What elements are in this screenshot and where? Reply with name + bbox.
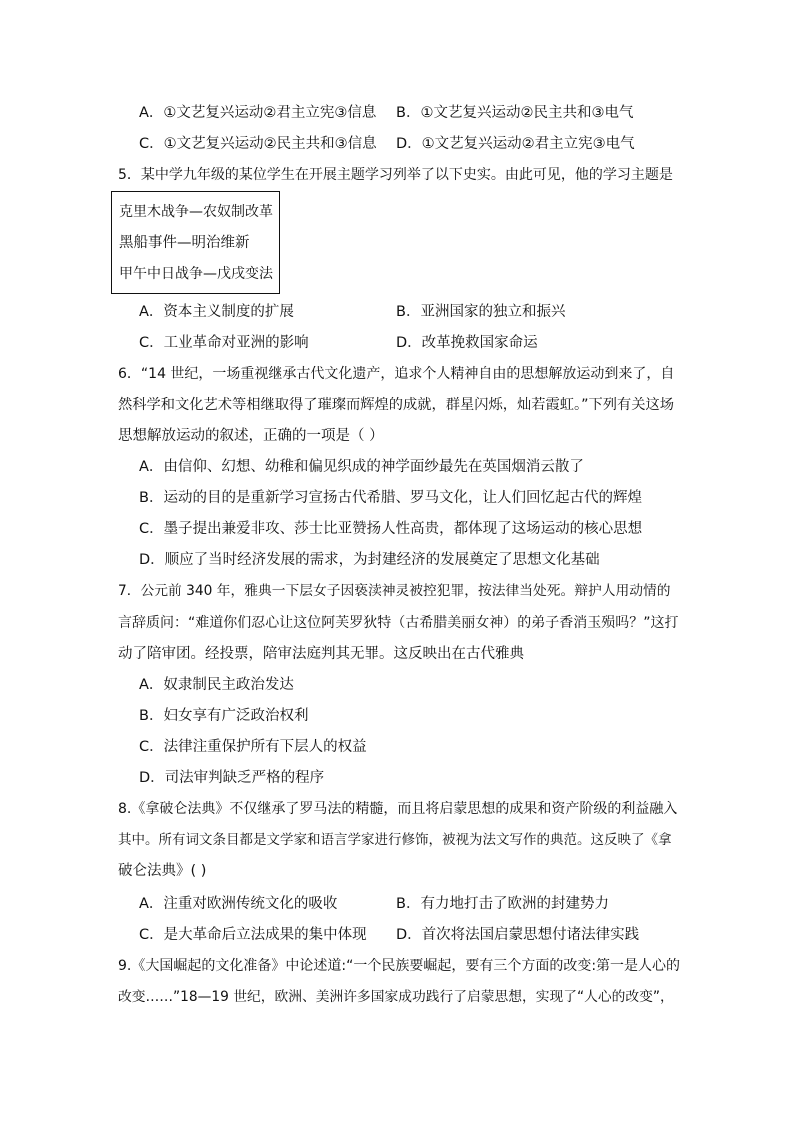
q8-stem-line-2: 其中。所有词文条目都是文学家和语言学家进行修饰，被视为法文写作的典范。这反映了《拿 (118, 832, 672, 848)
q5-fact-2: 黑船事件—明治维新 (119, 235, 250, 251)
q6-stem-line-1: 6．“14 世纪，一场重视继承古代文化遗产，追求个人精神自由的思想解放运动到来了，自 (118, 366, 675, 382)
q7-option-d: D．司法审判缺乏严格的程序 (139, 770, 325, 786)
q8-option-c: C．是大革命后立法成果的集中体现 (139, 927, 367, 943)
q4-option-a: A．①文艺复兴运动②君主立宪③信息 (139, 105, 377, 121)
q7-option-c: C．法律注重保护所有下层人的权益 (139, 739, 367, 755)
q8-option-d: D．首次将法国启蒙思想付诸法律实践 (396, 927, 640, 943)
q4-option-d: D．①文艺复兴运动②君主立宪③电气 (396, 136, 635, 152)
q9-stem-line-1: 9.《大国崛起的文化准备》中论述道:“一个民族要崛起，要有三个方面的改变:第一是人心的 (118, 958, 681, 974)
q7-stem-line-3: 动了陪审团。经投票，陪审法庭判其无罪。这反映出在古代雅典 (118, 646, 524, 662)
q6-stem-line-2: 然科学和文化艺术等相继取得了璀璨而辉煌的成就，群星闪烁，灿若霞虹。”下列有关这场 (118, 397, 675, 413)
q4-option-b: B．①文艺复兴运动②民主共和③电气 (396, 105, 634, 121)
q5-option-a: A．资本主义制度的扩展 (139, 304, 294, 320)
q8-stem-line-3: 破仑法典》( ) (118, 863, 207, 879)
q9-stem-line-2: 改变……”18—19 世纪，欧洲、美洲许多国家成功践行了启蒙思想，实现了“人心的改变”， (118, 989, 674, 1005)
q5-fact-box (111, 191, 280, 294)
q5-fact-1: 克里木战争—农奴制改革 (119, 204, 273, 220)
q8-option-a: A．注重对欧洲传统文化的吸收 (139, 896, 338, 912)
q6-stem-line-3: 思想解放运动的叙述，正确的一项是（ ） (118, 428, 384, 444)
q8-option-b: B．有力地打击了欧洲的封建势力 (396, 896, 609, 912)
q5-option-c: C．工业革命对亚洲的影响 (139, 335, 309, 351)
q4-option-c: C．①文艺复兴运动②民主共和③信息 (139, 136, 377, 152)
q5-stem: 5．某中学九年级的某位学生在开展主题学习列举了以下史实。由此可见，他的学习主题是 (118, 167, 673, 183)
q6-option-c: C．墨子提出兼爱非攻、莎士比亚赞扬人性高贵，都体现了这场运动的核心思想 (139, 521, 643, 537)
q7-stem-line-2: 言辞质问：“难道你们忍心让这位阿芙罗狄特（古希腊美丽女神）的弟子香消玉殒吗？”这打 (118, 615, 679, 631)
q6-option-d: D．顺应了当时经济发展的需求，为封建经济的发展奠定了思想文化基础 (139, 552, 600, 568)
q5-option-b: B．亚洲国家的独立和振兴 (396, 304, 566, 320)
q7-option-a: A．奴隶制民主政治发达 (139, 677, 294, 693)
q7-option-b: B．妇女享有广泛政治权利 (139, 708, 309, 724)
q6-option-a: A．由信仰、幻想、幼稚和偏见织成的神学面纱最先在英国烟消云散了 (139, 459, 584, 475)
q6-option-b: B．运动的目的是重新学习宣扬古代希腊、罗马文化，让人们回忆起古代的辉煌 (139, 490, 642, 506)
q8-stem-line-1: 8.《拿破仑法典》不仅继承了罗马法的精髓，而且将启蒙思想的成果和资产阶级的利益融入 (118, 801, 678, 817)
q5-option-d: D．改革挽救国家命运 (396, 335, 538, 351)
q5-fact-3: 甲午中日战争—戊戌变法 (119, 266, 273, 282)
q7-stem-line-1: 7．公元前 340 年，雅典一下层女子因亵渎神灵被控犯罪，按法律当处死。辩护人用动情的 (118, 583, 671, 599)
